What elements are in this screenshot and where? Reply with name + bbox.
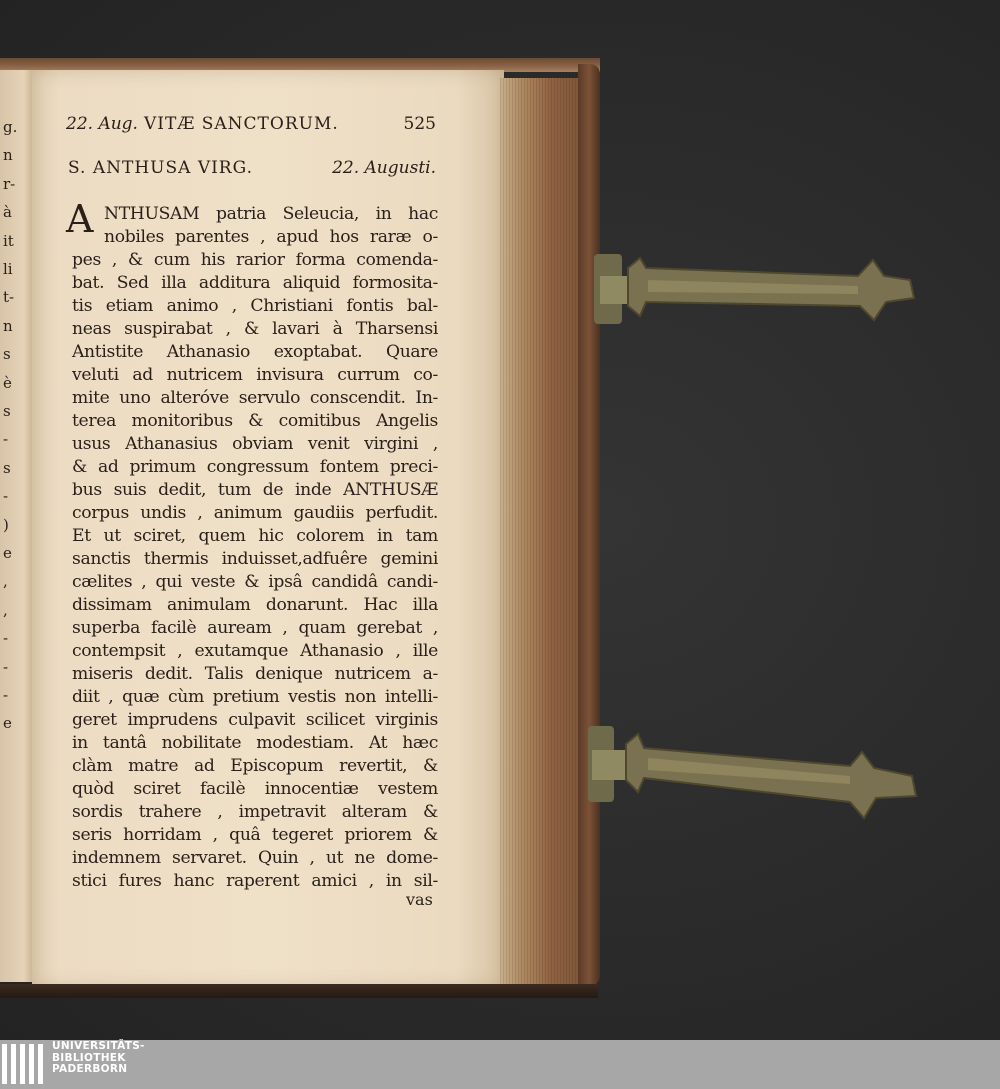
- fragment-glyph: s: [3, 402, 11, 420]
- text-line: mite uno alteróve servulo conscendit. In-: [72, 388, 438, 408]
- footer-bar: [0, 1040, 1000, 1089]
- library-name-line2: BIBLIOTHEK: [52, 1051, 126, 1064]
- text-line: stici fures hanc raperent amici , in sil-: [72, 871, 438, 891]
- text-line: quòd sciret facilè innocentiæ vestem: [72, 779, 438, 799]
- text-line: contempsit , exutamque Athanasio , ille: [72, 641, 438, 661]
- fragment-glyph: it: [3, 231, 14, 250]
- text-line: dissimam animulam donarunt. Hac illa: [72, 595, 438, 615]
- text-line: neas suspirabat , & lavari à Tharsensi: [72, 319, 438, 339]
- text-line: Antistite Athanasio exoptabat. Quare: [72, 342, 438, 362]
- fragment-glyph: r-: [3, 174, 16, 193]
- drop-cap: A: [66, 197, 94, 241]
- text-line: clàm matre ad Episcopum revertit, &: [72, 756, 438, 776]
- library-logo-icon: [0, 1040, 48, 1089]
- library-name-line1: UNIVERSITÄTS-: [52, 1040, 145, 1052]
- text-line: Et ut sciret, quem hic colorem in tam: [72, 526, 438, 546]
- fragment-glyph: e: [3, 714, 12, 733]
- book-cover-spine-edge: [578, 64, 600, 986]
- fragment-glyph: -: [3, 430, 9, 449]
- fragment-glyph: -: [3, 629, 9, 648]
- text-line: indemnem servaret. Quin , ut ne dome-: [72, 848, 438, 868]
- lower-clasp-icon: [582, 722, 922, 832]
- page-number: 525: [403, 114, 436, 134]
- fragment-glyph: s: [3, 345, 11, 364]
- fragment-glyph: ,: [3, 600, 8, 619]
- text-line: bat. Sed illa additura aliquid formosita-: [72, 273, 438, 293]
- fragment-glyph: e: [3, 544, 12, 562]
- upper-clasp-icon: [588, 250, 923, 330]
- library-name-line3: PADERBORN: [52, 1063, 128, 1075]
- text-line: sanctis thermis induisset,adfuêre gemini: [72, 549, 438, 569]
- text-line: geret imprudens culpavit scilicet virginis: [72, 710, 438, 730]
- fragment-glyph: s: [3, 458, 11, 477]
- fragment-glyph: è: [3, 373, 12, 392]
- fragment-glyph: n: [3, 146, 13, 165]
- text-line: in tantâ nobilitate modestiam. At hæc: [72, 733, 438, 753]
- catchword: vas: [406, 890, 433, 909]
- fragment-glyph: li: [3, 260, 13, 278]
- fragment-glyph: -: [3, 686, 9, 704]
- text-line: superba facilè auream , quam gerebat ,: [72, 618, 438, 638]
- fragment-glyph: n: [3, 316, 13, 335]
- fragment-glyph: -: [3, 487, 9, 506]
- text-line: veluti ad nutricem invisura currum co-: [72, 365, 438, 385]
- text-line: bus suis dedit, tum de inde ANTHUSÆ: [72, 480, 438, 500]
- saint-name: S. ANTHUSA VIRG.: [68, 158, 253, 178]
- text-line: nobiles parentes , apud hos raræ o-: [104, 227, 438, 247]
- text-line: & ad primum congressum fontem preci-: [72, 457, 438, 477]
- text-line: pes , & cum his rarior forma comenda-: [72, 250, 438, 270]
- fragment-glyph: t-: [3, 288, 15, 307]
- text-line: seris horridam , quâ tegeret priorem &: [72, 825, 438, 845]
- book-cover-bottom: [0, 984, 598, 998]
- library-name: [52, 1041, 145, 1076]
- fragment-glyph: à: [3, 203, 12, 222]
- fragment-glyph: ,: [3, 572, 8, 591]
- text-line: tis etiam animo , Christiani fontis bal-: [72, 296, 438, 316]
- text-line: NTHUSAM patria Seleucia, in hac: [104, 204, 438, 224]
- feast-date: 22. Augusti.: [332, 158, 436, 178]
- text-line: diit , quæ cùm pretium vestis non intelli-: [72, 687, 438, 707]
- text-line: cælites , qui veste & ipsâ candidâ candi-: [72, 572, 438, 592]
- text-line: sordis trahere , impetravit alteram &: [72, 802, 438, 822]
- fragment-glyph: -: [3, 657, 9, 676]
- fragment-glyph: g.: [3, 118, 18, 136]
- text-line: corpus undis , animum gaudiis perfudit.: [72, 503, 438, 523]
- header-date: 22. Aug.: [66, 114, 138, 134]
- running-title: VITÆ SANCTORUM.: [144, 114, 339, 134]
- fragment-glyph: ): [3, 515, 9, 534]
- text-line: terea monitoribus & comitibus Angelis: [72, 411, 438, 431]
- page-stack-edges: [500, 78, 586, 986]
- text-line: usus Athanasius obviam venit virgini ,: [72, 434, 438, 454]
- text-line: miseris dedit. Talis denique nutricem a-: [72, 664, 438, 684]
